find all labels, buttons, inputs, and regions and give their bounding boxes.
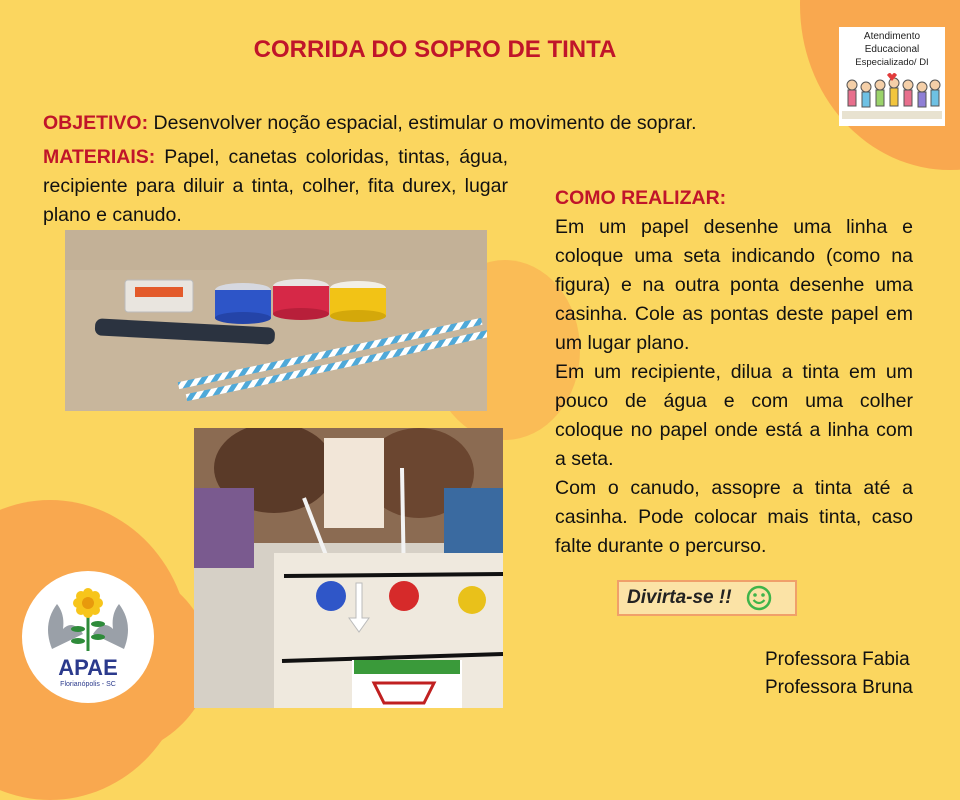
- objective-label: OBJETIVO:: [43, 112, 149, 134]
- aee-logo-line-1: Atendimento: [863, 31, 921, 42]
- aee-logo-line-3: Especializado/ DI: [855, 57, 929, 68]
- activity-photo: [194, 428, 503, 708]
- how-paragraph-3: Com o canudo, assopre a tinta até a casinha. Pode colocar mais tinta, caso falte durante o percurso.: [555, 477, 913, 557]
- aee-logo-line-2: Educacional: [864, 44, 920, 55]
- teacher-1: Professora Fabia: [765, 649, 910, 670]
- smiley-icon: [746, 585, 772, 611]
- page-title: CORRIDA DO SOPRO DE TINTA: [253, 36, 617, 63]
- objective-line: [43, 109, 783, 138]
- apae-city: Florianópolis - SC: [60, 681, 116, 688]
- fun-badge-text: Divirta-se !!: [627, 587, 732, 608]
- how-label: COMO REALIZAR:: [555, 187, 727, 209]
- teacher-2: Professora Bruna: [765, 677, 913, 698]
- materials-label: MATERIAIS:: [43, 146, 156, 168]
- materials-block: [43, 143, 508, 230]
- apae-logo: [22, 571, 154, 703]
- apae-name: APAE: [58, 655, 118, 680]
- apae-flower-hands-icon: [22, 579, 154, 657]
- children-drawing-icon: [842, 69, 942, 119]
- fun-badge: [617, 580, 797, 616]
- objective-text: Desenvolver noção espacial, estimular o movimento de soprar.: [153, 112, 697, 134]
- how-paragraph-1: Em um papel desenhe uma linha e coloque uma seta indicando (como na figura) e na outra ponta desenhe uma casinha. Cole as pontas deste papel em um lugar plano.: [555, 216, 913, 354]
- how-block: [555, 184, 913, 561]
- how-paragraph-2: Em um recipiente, dilua a tinta em um pouco de água e com uma colher coloque no papel onde está a linha com a seta.: [555, 361, 913, 470]
- materials-photo: [65, 230, 487, 411]
- materials-text: Papel, canetas coloridas, tintas, água, recipiente para diluir a tinta, colher, fita durex, lugar plano e canudo.: [43, 146, 508, 226]
